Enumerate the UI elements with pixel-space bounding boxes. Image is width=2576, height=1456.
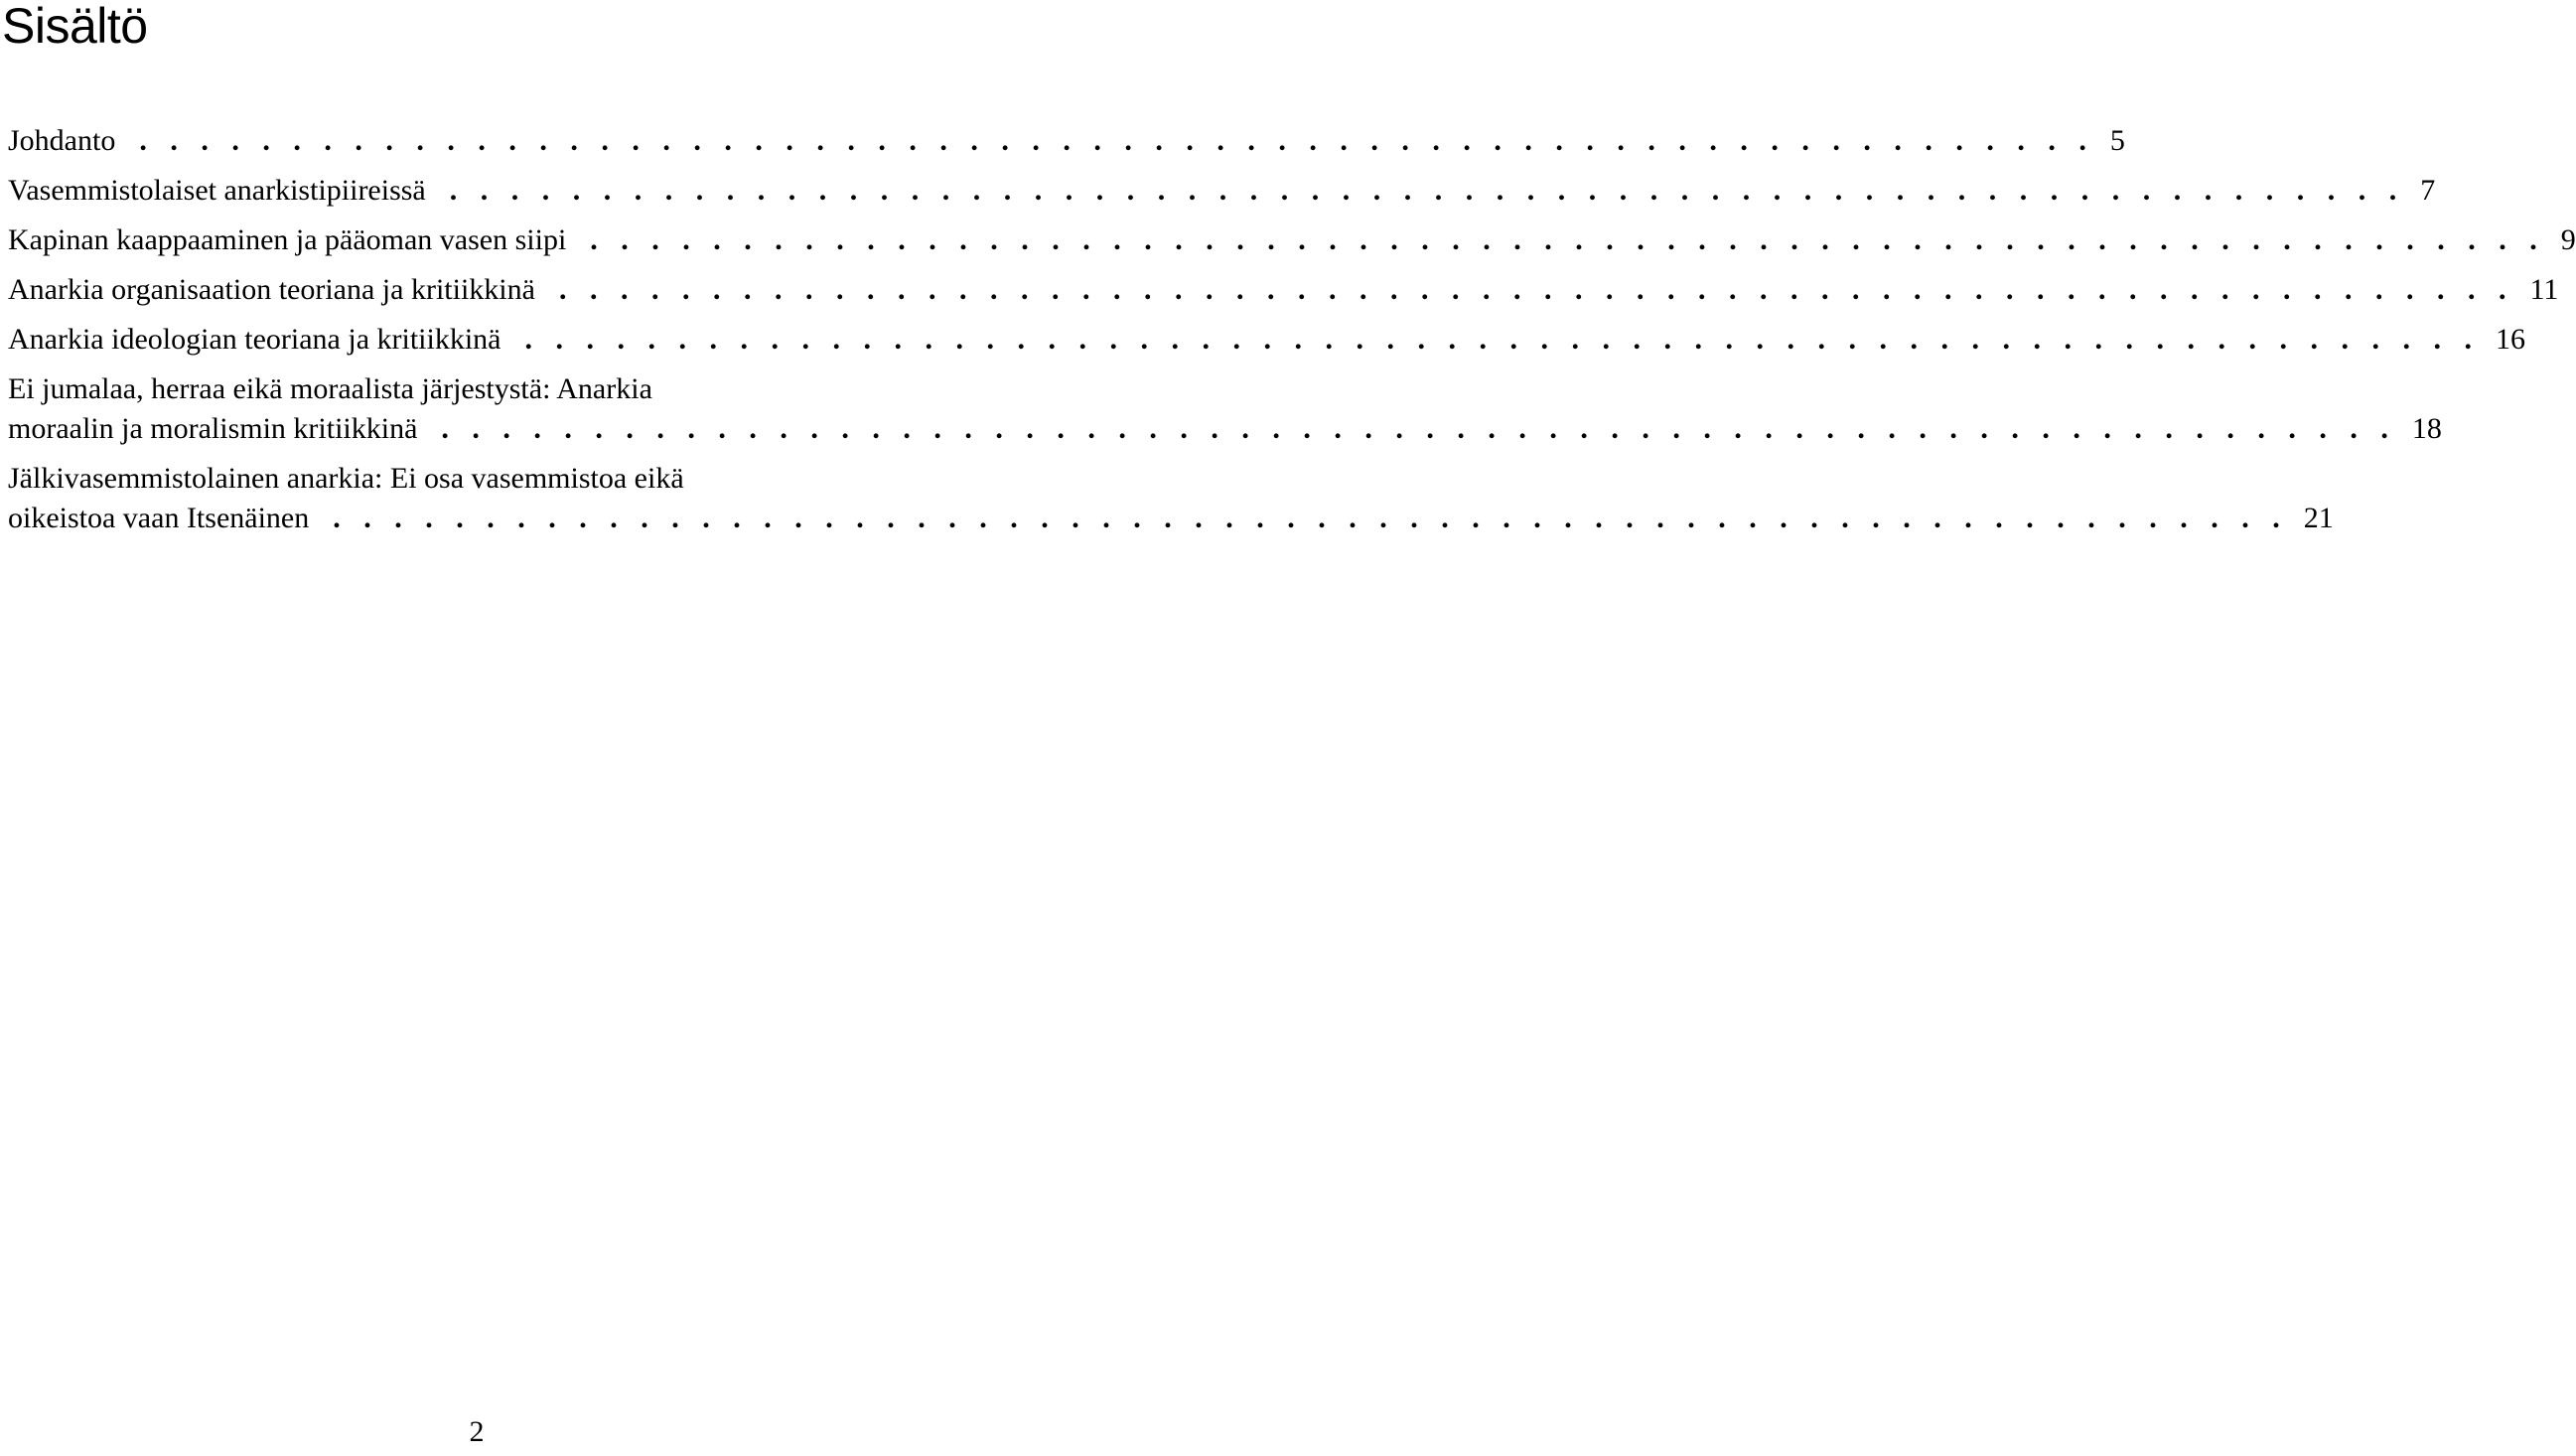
toc-dot-leader: . . . . . . . . . . . . . . . . . . . . . . . . . . . . . . . . . . . . . . . . . . . . . . . . . . . . . . . . . . . . . . . .	[441, 412, 2396, 445]
toc-entry-title: Anarkia ideologian teoriana ja kritiikkinä	[8, 323, 501, 356]
toc-page-number: 11	[2529, 273, 2559, 306]
toc-dot-leader: . . . . . . . . . . . . . . . . . . . . . . . . . . . . . . . . . . . . . . . . . . . . . . . . . . . . . . . . . . . . . . . .	[558, 273, 2514, 306]
toc-entry-title: Kapinan kaappaaminen ja pääoman vasen siipi	[8, 223, 567, 256]
toc-entry-title-first-line: Ei jumalaa, herraa eikä moraalista järjestystä: Anarkia	[8, 372, 652, 405]
table-of-contents	[8, 121, 2576, 548]
toc-dot-leader: . . . . . . . . . . . . . . . . . . . . . . . . . . . . . . . . . . . . . . . . . . . . . . . . . . . . . . . . . . . . . . . .	[449, 174, 2405, 207]
toc-entry-title-first-line: Jälkivasemmistolainen anarkia: Ei osa vasemmistoa eikä	[8, 462, 684, 495]
toc-entry-title: Anarkia organisaation teoriana ja kritiikkinä	[8, 273, 535, 306]
toc-entry-line	[8, 121, 2125, 161]
toc-entry-title: moraalin ja moralismin kritiikkinä	[8, 412, 418, 445]
toc-entry-anarkia-ideologian[interactable]	[8, 320, 2525, 360]
toc-entry-jalkivasemmistolainen[interactable]	[8, 459, 2334, 538]
toc-entry-line-first	[8, 459, 953, 499]
toc-page-number: 16	[2496, 323, 2525, 356]
toc-page-number: 21	[2303, 502, 2334, 534]
toc-dot-leader: . . . . . . . . . . . . . . . . . . . . . . . . . . . . . . . . . . . . . . . . . . . . . . . . . . . . . . . . . . . . . . . .	[524, 323, 2480, 356]
page-title: Sisältö	[2, 0, 148, 54]
toc-entry-line	[8, 499, 2334, 538]
toc-page-number: 9	[2560, 223, 2576, 256]
toc-entry-line	[8, 409, 2442, 449]
toc-entry-line	[8, 270, 2559, 310]
toc-entry-anarkia-organisaation[interactable]	[8, 270, 2559, 310]
toc-entry-line	[8, 320, 2525, 360]
toc-entry-vasemmistolaiset[interactable]	[8, 171, 2436, 211]
toc-page-number: 18	[2411, 412, 2442, 445]
toc-dot-leader: . . . . . . . . . . . . . . . . . . . . . . . . . . . . . . . . . . . . . . . . . . . . . . . . . . . . . . . . . . . . . . . .	[333, 502, 2288, 534]
toc-page-number: 5	[2109, 124, 2125, 157]
toc-dot-leader: . . . . . . . . . . . . . . . . . . . . . . . . . . . . . . . . . . . . . . . . . . . . . . . . . . . . . . . . . . . . . . . .	[590, 223, 2545, 256]
toc-dot-leader: . . . . . . . . . . . . . . . . . . . . . . . . . . . . . . . . . . . . . . . . . . . . . . . . . . . . . . . . . . . . . . . .	[139, 124, 2094, 157]
toc-entry-johdanto[interactable]	[8, 121, 2125, 161]
page-number: 2	[469, 1415, 485, 1448]
toc-entry-line-first	[8, 369, 953, 409]
toc-entry-title: oikeistoa vaan Itsenäinen	[8, 502, 310, 534]
toc-entry-line	[8, 171, 2436, 211]
toc-entry-title: Johdanto	[8, 124, 116, 157]
toc-page-number: 7	[2420, 174, 2436, 207]
toc-entry-line	[8, 220, 2576, 260]
toc-entry-kapinan-kaappaaminen[interactable]	[8, 220, 2576, 260]
toc-entry-title: Vasemmistolaiset anarkistipiireissä	[8, 174, 426, 207]
toc-entry-ei-jumalaa[interactable]	[8, 369, 2442, 449]
